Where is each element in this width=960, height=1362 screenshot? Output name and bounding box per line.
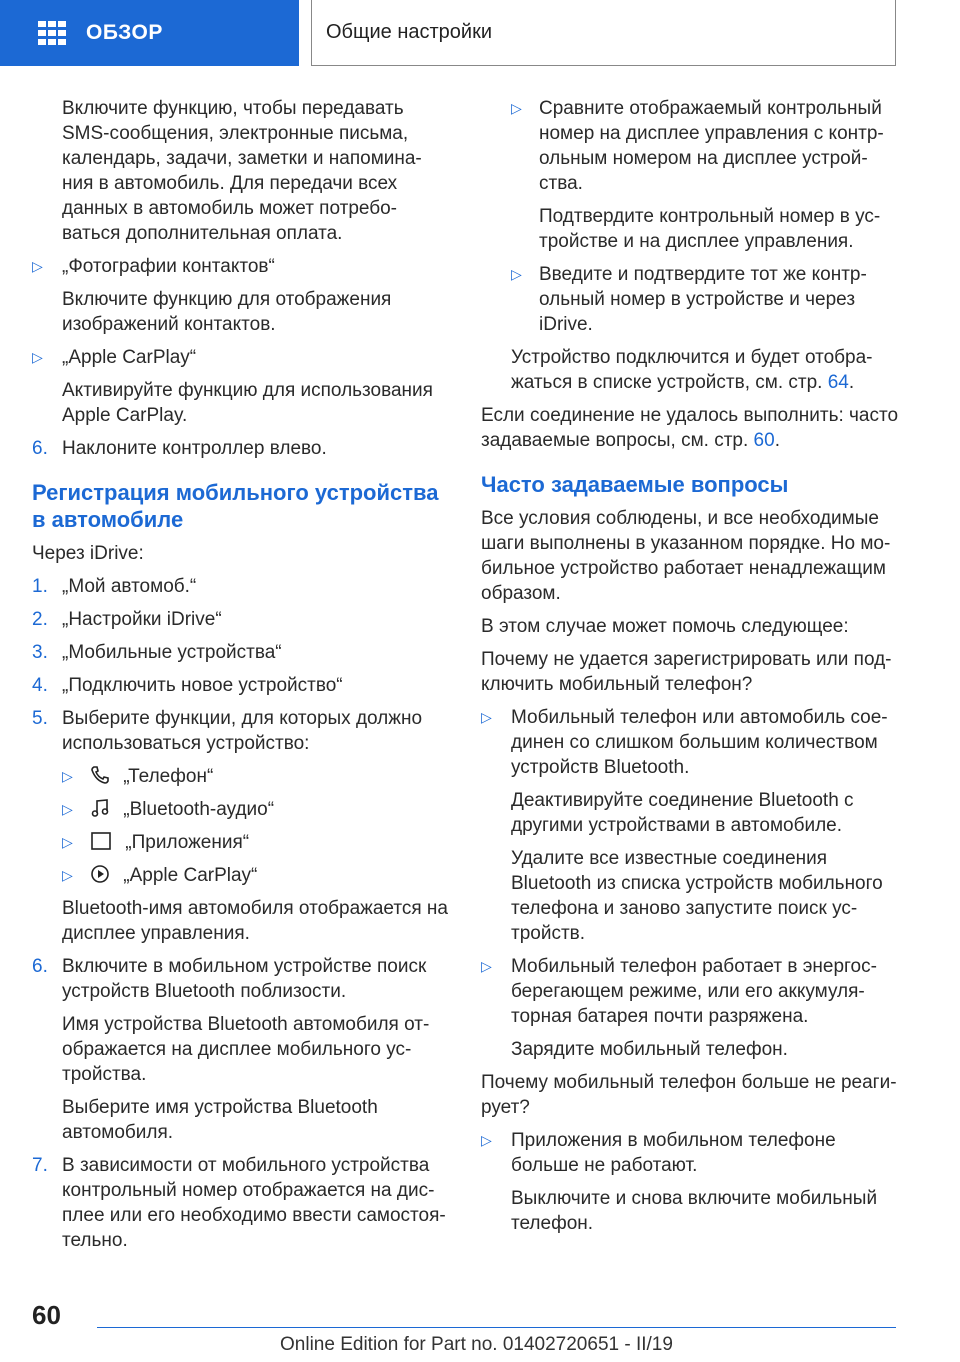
triangle-bullet-icon: ▷ xyxy=(511,100,522,116)
faq-intro: Все условия соблюдены, и все необходимые шаги выполнены в указанном порядке. Но мо-бильное устройство работает ненадлежащим образом. xyxy=(481,508,891,604)
via-idrive: Через iDrive: xyxy=(32,543,144,564)
intro-paragraph: Включите функцию, чтобы передавать SMS-сообщения, электронные письма, календарь, задачи, заметки и напомина-ния в автомобиль. Для передачи всех данных в автомобиль может потребо-ваться дополнительная оплата. xyxy=(62,98,422,244)
triangle-bullet-icon: ▷ xyxy=(481,709,492,725)
square-icon xyxy=(90,831,112,851)
function-item-carplay: ▷ „Apple CarPlay“ xyxy=(62,865,258,886)
step-item: 3. „Мобильные устройства“ xyxy=(32,642,282,663)
faq-help: В этом случае может помочь следующее: xyxy=(481,616,849,637)
connection-failed-text: Если соединение не удалось выполнить: часто задаваемые вопросы, см. стр. 60. xyxy=(481,405,899,451)
step-control-number: 7. В зависимости от мобильного устройства контрольный номер отображается на дис-плее или его необходимо ввести самостоя-тельно. xyxy=(32,1155,446,1251)
device-connected-text: Устройство подключится и будет отобра-жаться в списке устройств, см. стр. 64. xyxy=(511,347,873,393)
step-item: 5. Выберите функции, для которых должно использоваться устройство: xyxy=(32,708,423,754)
step6-paragraph-3: Выберите имя устройства Bluetooth автомобиля. xyxy=(62,1097,378,1143)
bt-name-text: Bluetooth-имя автомобиля отображается на дисплее управления. xyxy=(62,898,448,944)
step6-paragraph-2: Имя устройства Bluetooth автомобиля от-ображается на дисплее мобильного ус-тройства. xyxy=(62,1014,430,1085)
phone-icon xyxy=(90,765,110,785)
confirm-number-text: Подтвердите контрольный номер в ус-тройстве и на дисплее управления. xyxy=(539,206,881,252)
bullet-apps-not-working: ▷ Приложения в мобильном телефоне больше не работают. xyxy=(481,1130,836,1176)
triangle-bullet-icon: ▷ xyxy=(481,1132,492,1148)
bullet-apple-carplay: ▷ „Apple CarPlay“ xyxy=(32,347,197,368)
deactivate-bt-text: Деактивируйте соединение Bluetooth с другими устройствами в автомобиле. xyxy=(511,790,854,836)
bullet-compare-number: ▷ Сравните отображаемый контрольный номер на дисплее управления с контр-ольным номером на дисплее устрой-ства. xyxy=(511,98,884,194)
function-item-apps: ▷ „Приложения“ xyxy=(62,832,250,853)
bullet-contact-photos: ▷ „Фотографии контактов“ xyxy=(32,256,275,277)
overview-nav-tab[interactable] xyxy=(0,0,299,66)
triangle-bullet-icon: ▷ xyxy=(62,867,73,883)
right-column xyxy=(481,96,901,1244)
step-item: 1. „Мой автомоб.“ xyxy=(32,576,197,597)
function-item-bt-audio: ▷ „Bluetooth-аудио“ xyxy=(62,799,275,820)
left-column xyxy=(32,96,452,1261)
footer-divider xyxy=(97,1327,896,1328)
triangle-bullet-icon: ▷ xyxy=(62,801,73,817)
triangle-bullet-icon: ▷ xyxy=(32,258,43,274)
faq-question-1: Почему не удается зарегистрировать или под-ключить мобильный телефон? xyxy=(481,649,892,695)
section-title-box xyxy=(311,0,896,66)
function-item-phone: ▷ „Телефон“ xyxy=(62,766,214,787)
step-enable-search: 6. Включите в мобильном устройстве поиск устройств Bluetooth поблизости. xyxy=(32,956,427,1002)
footer-edition: Online Edition for Part no. 01402720651 - II/19 xyxy=(280,1334,673,1355)
page-link-60[interactable]: 60 xyxy=(753,430,775,451)
triangle-bullet-icon: ▷ xyxy=(481,958,492,974)
faq-heading: Часто задаваемые вопросы xyxy=(481,472,789,497)
step-item: 4. „Подключить новое устройство“ xyxy=(32,675,343,696)
bullet-power-saving: ▷ Мобильный телефон работает в энергос-берегающем режиме, или его аккумуля-торная батарея почти разряжена. xyxy=(481,956,877,1027)
grid-menu-icon xyxy=(38,21,66,45)
step-item: 2. „Настройки iDrive“ xyxy=(32,609,222,630)
delete-bt-text: Удалите все известные соединения Bluetooth из списка устройств мобильного телефона и заново запустите поиск ус-тройств. xyxy=(511,848,883,944)
bullet-enter-number: ▷ Введите и подтвердите тот же контр-ольный номер в устройстве и через iDrive. xyxy=(511,264,867,335)
play-circle-icon xyxy=(90,864,110,884)
triangle-bullet-icon: ▷ xyxy=(32,349,43,365)
triangle-bullet-icon: ▷ xyxy=(511,266,522,282)
page-number: 60 xyxy=(32,1300,61,1330)
top-bar xyxy=(0,0,960,66)
triangle-bullet-icon: ▷ xyxy=(62,768,73,784)
music-note-icon xyxy=(90,798,110,818)
bullet-too-many-devices: ▷ Мобильный телефон или автомобиль сое-динен со слишком большим количеством устройств Bluetooth. xyxy=(481,707,888,778)
nav-label: ОБЗОР xyxy=(86,21,163,44)
registration-heading: Регистрация мобильного устройства в автомобиле xyxy=(32,480,439,532)
charge-phone-text: Зарядите мобильный телефон. xyxy=(511,1039,788,1060)
section-title: Общие настройки xyxy=(326,21,492,43)
page-link-64[interactable]: 64 xyxy=(827,372,849,393)
apple-carplay-text: Активируйте функцию для использования Apple CarPlay. xyxy=(62,380,433,426)
step-tilt-controller: 6. Наклоните контроллер влево. xyxy=(32,438,327,459)
contact-photos-text: Включите функцию для отображения изображений контактов. xyxy=(62,289,392,335)
triangle-bullet-icon: ▷ xyxy=(62,834,73,850)
restart-phone-text: Выключите и снова включите мобильный телефон. xyxy=(511,1188,878,1234)
faq-question-2: Почему мобильный телефон больше не реаги-рует? xyxy=(481,1072,897,1118)
